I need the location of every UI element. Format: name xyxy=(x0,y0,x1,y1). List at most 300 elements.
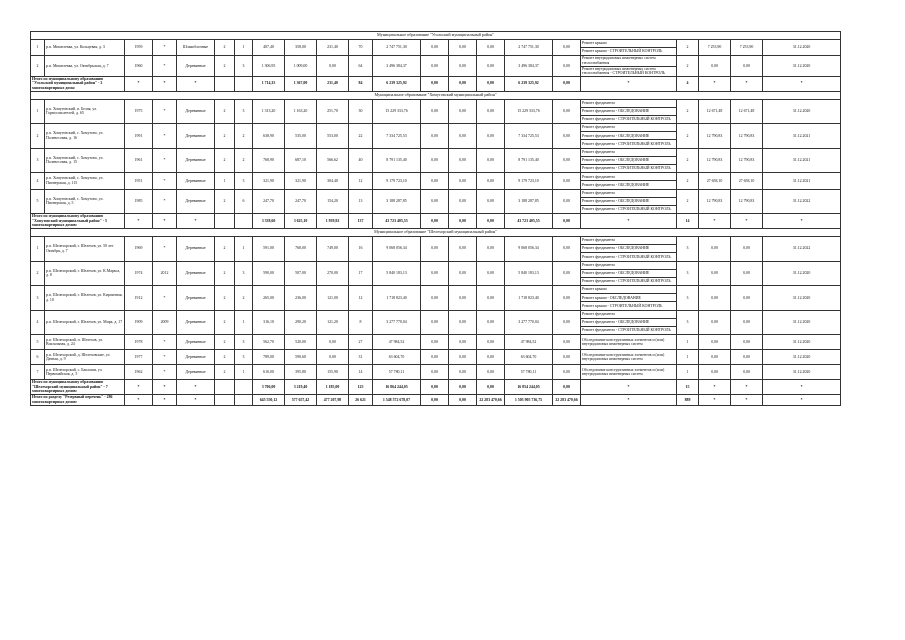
owned-area-cell: 749,00 xyxy=(317,236,349,261)
fund-cell: 0,00 xyxy=(421,148,449,173)
repair-work-cell: Ремонт фундамента - СТРОИТЕЛЬНЫЙ КОНТРОЛЬ xyxy=(581,115,677,123)
residents-cell: 13 xyxy=(349,189,373,214)
floors-cell: 2 xyxy=(215,99,235,124)
repair-work-cell: Ремонт фундамента - СТРОИТЕЛЬНЫЙ КОНТРОЛЬ xyxy=(581,140,677,148)
build-year-cell: 1977 xyxy=(125,350,153,365)
repair-work-cell: Обследование конструктивных элементов и (или) внутридомовых инженерных систем xyxy=(581,350,677,365)
total-cost-cell: 8 791 135,40 xyxy=(373,148,421,173)
special-account-cell: 0,00 xyxy=(553,148,581,173)
reconstruction-year-cell: * xyxy=(153,350,177,365)
unit-cost-cell: 0,00 xyxy=(699,56,731,76)
total-placeholder-cell: * xyxy=(177,380,215,395)
unit-cost-cell: 12 790,83 xyxy=(699,189,731,214)
wall-material-cell: Деревянные xyxy=(177,365,215,380)
special-account-cell: 0,00 xyxy=(553,365,581,380)
owners-funds-cell: 8 791 135,40 xyxy=(505,148,553,173)
total-placeholder-cell: * xyxy=(153,214,177,229)
entrances-cell: 2 xyxy=(235,286,253,311)
repair-work-cell: Обследование конструктивных элементов и (или) внутридомовых инженерных систем xyxy=(581,335,677,350)
repair-work-cell: Ремонт фундамента - ОБСЛЕДОВАНИЕ xyxy=(581,107,677,115)
repair-work-cell: Ремонт фундамента xyxy=(581,99,677,107)
special-account-cell: 0,00 xyxy=(553,335,581,350)
owned-area-cell: 0,00 xyxy=(317,350,349,365)
repair-work-cell: Ремонт фундамента - СТРОИТЕЛЬНЫЙ КОНТРОЛЬ xyxy=(581,205,677,213)
total-cost-cell: 3 188 287,85 xyxy=(373,189,421,214)
building-row xyxy=(31,335,841,350)
build-year-cell: 1978 xyxy=(125,335,153,350)
total-empty-cell xyxy=(235,394,253,405)
wall-material-cell: Деревянные xyxy=(177,173,215,189)
build-year-cell: 1909 xyxy=(125,310,153,335)
total-owners-cell: 43 723 405,55 xyxy=(505,214,553,229)
total-cost-total-cell: 6 239 325,92 xyxy=(373,76,421,91)
regional-budget-cell: 0,00 xyxy=(449,261,477,286)
special-account-cell: 0,00 xyxy=(553,261,581,286)
residential-area-cell: 395,80 xyxy=(285,365,317,380)
row-number-cell: 5 xyxy=(31,189,45,214)
deadline-cell: 31.12.2020 xyxy=(763,310,841,335)
municipality-title-cell: Муниципальное образование "Хомутовский муниципальный район" xyxy=(31,91,841,99)
entrances-cell: 3 xyxy=(235,350,253,365)
total-placeholder-cell: * xyxy=(153,394,177,405)
owned-area-cell: 0,00 xyxy=(317,335,349,350)
total-u-cell: * xyxy=(699,214,731,229)
building-row xyxy=(31,286,841,294)
total-m-cell: * xyxy=(731,214,763,229)
fund-cell: 0,00 xyxy=(421,40,449,56)
max-unit-cost-cell: 0,00 xyxy=(731,350,763,365)
wall-material-cell: Деревянные xyxy=(177,335,215,350)
repair-work-cell: Ремонт фундамента - СТРОИТЕЛЬНЫЙ КОНТРОЛЬ xyxy=(581,327,677,335)
repair-work-cell: Ремонт фундамента - ОБСЛЕДОВАНИЕ xyxy=(581,181,677,189)
build-year-cell: 1912 xyxy=(125,286,153,311)
total-area-cell: 1 714,35 xyxy=(253,76,285,91)
total-local-cell: 0,00 xyxy=(477,380,505,395)
total-spec-cell: 0,00 xyxy=(553,214,581,229)
build-year-cell: 1975 xyxy=(125,99,153,124)
deadline-cell: 31.12.2022 xyxy=(763,236,841,261)
building-row xyxy=(31,261,841,269)
wall-material-cell: Деревянные xyxy=(177,261,215,286)
total-area-cell: 789,00 xyxy=(253,350,285,365)
total-cost-cell: 9 068 056,34 xyxy=(373,236,421,261)
residents-cell: 40 xyxy=(349,148,373,173)
total-owners-cell: 1 503 905 736,75 xyxy=(505,394,553,405)
reconstruction-year-cell: * xyxy=(153,99,177,124)
repair-work-cell: Ремонт фундамента xyxy=(581,148,677,156)
build-year-cell: 1969 xyxy=(125,236,153,261)
local-budget-cell: 0,00 xyxy=(477,310,505,335)
total-cost-cell: 57 780,11 xyxy=(373,365,421,380)
work-kind-count-cell: 2 xyxy=(677,124,699,149)
total-cost-cell: 1 718 823,40 xyxy=(373,286,421,311)
reconstruction-year-cell: * xyxy=(153,335,177,350)
build-year-cell: 1974 xyxy=(125,261,153,286)
row-number-cell: 5 xyxy=(31,335,45,350)
entrances-cell: 3 xyxy=(235,261,253,286)
row-number-cell: 6 xyxy=(31,350,45,365)
residents-cell: 8 xyxy=(349,310,373,335)
residents-cell: 70 xyxy=(349,40,373,56)
residents-cell: 30 xyxy=(349,99,373,124)
total-u-cell: * xyxy=(699,76,731,91)
total-area-cell: 1 306,95 xyxy=(253,56,285,76)
floors-cell: 2 xyxy=(215,189,235,214)
total-fund-cell: 0,00 xyxy=(421,76,449,91)
building-row xyxy=(31,56,841,66)
row-number-cell: 4 xyxy=(31,310,45,335)
work-kind-count-cell: 2 xyxy=(677,99,699,124)
work-kind-count-cell: 3 xyxy=(677,236,699,261)
regional-budget-cell: 0,00 xyxy=(449,350,477,365)
wall-material-cell: Деревянные xyxy=(177,189,215,214)
fund-cell: 0,00 xyxy=(421,99,449,124)
total-u-cell: * xyxy=(699,394,731,405)
deadline-cell: 31.12.2020 xyxy=(763,350,841,365)
row-number-cell: 4 xyxy=(31,173,45,189)
total-d-cell: * xyxy=(763,76,841,91)
total-cost-total-cell: 1 548 572 678,07 xyxy=(373,394,421,405)
floors-cell: 2 xyxy=(215,56,235,76)
repair-work-cell: Ремонт крыши xyxy=(581,286,677,294)
address-cell: р.п. Хомутовский, с. Хомутово, ул. Полевосовая, д. 15 xyxy=(45,148,125,173)
total-works-cell: * xyxy=(581,394,677,405)
repair-work-cell: Ремонт фундамента - ОБСЛЕДОВАНИЕ xyxy=(581,269,677,277)
owned-area-cell: 0,00 xyxy=(317,56,349,76)
repair-work-cell: Ремонт внутридомовых инженерных систем теплоснабжения - СТРОИТЕЛЬНЫЙ КОНТРОЛЬ xyxy=(581,66,677,76)
work-kind-count-cell: 2 xyxy=(677,189,699,214)
building-row xyxy=(31,124,841,132)
entrances-cell: 3 xyxy=(235,99,253,124)
owners-funds-cell: 5 840 183,13 xyxy=(505,261,553,286)
work-kind-count-cell: 3 xyxy=(677,261,699,286)
total-kind-cell: 14 xyxy=(677,214,699,229)
total-spec-cell: 0,00 xyxy=(553,76,581,91)
residential-area-cell: 358,00 xyxy=(285,40,317,56)
address-cell: р.п. Шелехорский, г. Шелехов, ул. Кирпичная, д. 10 xyxy=(45,286,125,311)
fund-cell: 0,00 xyxy=(421,286,449,311)
deadline-cell: 31.12.2020 xyxy=(763,40,841,56)
total-local-cell: 0,00 xyxy=(477,214,505,229)
owners-funds-cell: 15 229 333,76 xyxy=(505,99,553,124)
work-kind-count-cell: 3 xyxy=(677,310,699,335)
deadline-cell: 31.12.2020 xyxy=(763,335,841,350)
total-area-cell: 645 550,12 xyxy=(253,394,285,405)
address-cell: р.п. Хомутовский, с. Хомутово, ул. Пионерская, д. 5 xyxy=(45,189,125,214)
floors-cell: 2 xyxy=(215,335,235,350)
residential-area-cell: 247,70 xyxy=(285,189,317,214)
regional-budget-cell: 0,00 xyxy=(449,365,477,380)
floors-cell: 2 xyxy=(215,261,235,286)
floors-cell: 2 xyxy=(215,236,235,261)
repair-work-cell: Ремонт фундамента - ОБСЛЕДОВАНИЕ xyxy=(581,318,677,326)
total-placeholder-cell: * xyxy=(153,76,177,91)
reconstruction-year-cell: * xyxy=(153,173,177,189)
total-empty-cell xyxy=(235,214,253,229)
total-cost-total-cell: 43 723 405,55 xyxy=(373,214,421,229)
total-area-cell: 247,70 xyxy=(253,189,285,214)
fund-cell: 0,00 xyxy=(421,310,449,335)
unit-cost-cell: 12 790,83 xyxy=(699,124,731,149)
build-year-cell: 1991 xyxy=(125,124,153,149)
residents-cell: 14 xyxy=(349,365,373,380)
unit-cost-cell: 0,00 xyxy=(699,310,731,335)
max-unit-cost-cell: 12 790,83 xyxy=(731,124,763,149)
total-cost-cell: 47 984,52 xyxy=(373,335,421,350)
entrances-cell: 3 xyxy=(235,335,253,350)
total-cost-cell: 3 496 384,37 xyxy=(373,56,421,76)
total-area-cell: 590,00 xyxy=(253,261,285,286)
total-cost-cell: 5 840 183,13 xyxy=(373,261,421,286)
residential-area-cell: 535,00 xyxy=(285,124,317,149)
total-empty-cell xyxy=(215,394,235,405)
deadline-cell: 31.12.2020 xyxy=(763,286,841,311)
fund-cell: 0,00 xyxy=(421,56,449,76)
fund-cell: 0,00 xyxy=(421,261,449,286)
reconstruction-year-cell: * xyxy=(153,124,177,149)
floors-cell: 2 xyxy=(215,350,235,365)
total-d-cell: * xyxy=(763,380,841,395)
owned-area-cell: 251,70 xyxy=(317,99,349,124)
work-kind-count-cell: 2 xyxy=(677,173,699,189)
work-kind-count-cell: 1 xyxy=(677,350,699,365)
building-row xyxy=(31,173,841,181)
special-account-cell: 0,00 xyxy=(553,124,581,149)
repair-work-cell: Ремонт фундамента xyxy=(581,236,677,244)
max-unit-cost-cell: 7 253,90 xyxy=(731,40,763,56)
row-number-cell: 1 xyxy=(31,236,45,261)
municipality-title-cell: Муниципальное образование "Усольский муниципальный район" xyxy=(31,32,841,40)
total-area-cell: 562,70 xyxy=(253,335,285,350)
local-budget-cell: 0,00 xyxy=(477,236,505,261)
max-unit-cost-cell: 0,00 xyxy=(731,56,763,76)
owned-area-cell: 566,62 xyxy=(317,148,349,173)
repair-work-cell: Ремонт крыши - ОБСЛЕДОВАНИЕ xyxy=(581,294,677,302)
total-placeholder-cell: * xyxy=(177,76,215,91)
municipality-header-row xyxy=(31,228,841,236)
owners-funds-cell: 57 780,11 xyxy=(505,365,553,380)
total-area-own-cell: 477 207,98 xyxy=(317,394,349,405)
total-owners-cell: 6 239 325,92 xyxy=(505,76,553,91)
total-cost-cell: 2 747 751,30 xyxy=(373,40,421,56)
repair-work-cell: Ремонт фундамента - СТРОИТЕЛЬНЫЙ КОНТРОЛЬ xyxy=(581,253,677,261)
special-account-cell: 0,00 xyxy=(553,310,581,335)
owned-area-cell: 231,40 xyxy=(317,40,349,56)
building-row xyxy=(31,365,841,380)
regional-budget-cell: 0,00 xyxy=(449,335,477,350)
repair-work-cell: Ремонт крыши - СТРОИТЕЛЬНЫЙ КОНТРОЛЬ xyxy=(581,48,677,56)
total-fund-cell: 0,00 xyxy=(421,394,449,405)
total-label-cell: Итого по муниципальному образованию "Шелехорский муниципальный район" - 7 многоквартирных домов: xyxy=(31,380,125,395)
deadline-cell: 31.12.2020 xyxy=(763,99,841,124)
row-number-cell: 7 xyxy=(31,365,45,380)
max-unit-cost-cell: 0,00 xyxy=(731,310,763,335)
row-number-cell: 2 xyxy=(31,56,45,76)
address-cell: р.п. Мишелевка, ул. Кольцевая, д. 3 xyxy=(45,40,125,56)
total-people-cell: 84 xyxy=(349,76,373,91)
local-budget-cell: 0,00 xyxy=(477,148,505,173)
total-works-cell: * xyxy=(581,76,677,91)
total-area-cell: 3 706,00 xyxy=(253,380,285,395)
total-area-cell: 1 313,20 xyxy=(253,99,285,124)
address-cell: р.п. Мишелевка, ул. Октябрьская, д. 7 xyxy=(45,56,125,76)
build-year-cell: 1960 xyxy=(125,56,153,76)
residential-area-cell: 1 163,20 xyxy=(285,99,317,124)
entrances-cell: 1 xyxy=(235,310,253,335)
owned-area-cell: 121,20 xyxy=(317,310,349,335)
entrances-cell: 1 xyxy=(235,236,253,261)
residential-area-cell: 590,60 xyxy=(285,350,317,365)
address-cell: р.п. Хомутовский, с. Хомутово, ул. Полевосовая, д. 16 xyxy=(45,124,125,149)
special-account-cell: 0,00 xyxy=(553,236,581,261)
reconstruction-year-cell: * xyxy=(153,236,177,261)
owned-area-cell: 121,00 xyxy=(317,286,349,311)
fund-cell: 0,00 xyxy=(421,365,449,380)
total-placeholder-cell: * xyxy=(125,76,153,91)
total-placeholder-cell: * xyxy=(177,394,215,405)
floors-cell: 2 xyxy=(215,148,235,173)
wall-material-cell: Шлакоблочные xyxy=(177,40,215,56)
residential-area-cell: 236,00 xyxy=(285,286,317,311)
floors-cell: 2 xyxy=(215,365,235,380)
work-kind-count-cell: 2 xyxy=(677,148,699,173)
local-budget-cell: 0,00 xyxy=(477,40,505,56)
local-budget-cell: 0,00 xyxy=(477,261,505,286)
repair-work-cell: Ремонт крыши - СТРОИТЕЛЬНЫЙ КОНТРОЛЬ xyxy=(581,302,677,310)
repair-work-cell: Обследование конструктивных элементов и (или) внутридомовых инженерных систем xyxy=(581,365,677,380)
total-area-cell: 3 338,60 xyxy=(253,214,285,229)
total-cost-cell: 15 229 333,76 xyxy=(373,99,421,124)
address-cell: р.п. Хомутовский, п. Белая, ул. Горноспасателей, д. 65 xyxy=(45,99,125,124)
address-cell: р.п. Хомутовский, с. Хомутово, ул. Пионерская, д. 115 xyxy=(45,173,125,189)
total-kind-cell: 889 xyxy=(677,394,699,405)
residents-cell: 16 xyxy=(349,236,373,261)
building-row xyxy=(31,236,841,244)
residential-area-cell: 290,20 xyxy=(285,310,317,335)
special-account-cell: 0,00 xyxy=(553,99,581,124)
building-row xyxy=(31,310,841,318)
municipality-title-cell: Муниципальное образование "Шелехорский муниципальный район" xyxy=(31,228,841,236)
repair-work-cell: Ремонт фундамента xyxy=(581,124,677,132)
owners-funds-cell: 47 984,52 xyxy=(505,335,553,350)
unit-cost-cell: 0,00 xyxy=(699,350,731,365)
repair-work-cell: Ремонт фундамента - СТРОИТЕЛЬНЫЙ КОНТРОЛЬ xyxy=(581,277,677,285)
total-people-cell: 26 621 xyxy=(349,394,373,405)
total-d-cell: * xyxy=(763,214,841,229)
local-budget-cell: 0,00 xyxy=(477,56,505,76)
residents-cell: 22 xyxy=(349,124,373,149)
max-unit-cost-cell: 12 790,83 xyxy=(731,189,763,214)
wall-material-cell: Деревянные xyxy=(177,56,215,76)
total-label-cell: Итого по муниципальному образованию "Хомутовский муниципальный район" - 5 многоквартирных домов: xyxy=(31,214,125,229)
entrances-cell: 3 xyxy=(235,173,253,189)
special-account-cell: 0,00 xyxy=(553,350,581,365)
fund-cell: 0,00 xyxy=(421,189,449,214)
work-kind-count-cell: 3 xyxy=(677,286,699,311)
total-area-cell: 610,00 xyxy=(253,365,285,380)
total-m-cell: * xyxy=(731,380,763,395)
total-spec-cell: 22 283 470,66 xyxy=(553,394,581,405)
total-area-own-cell: 1 939,92 xyxy=(317,214,349,229)
local-budget-cell: 0,00 xyxy=(477,350,505,365)
deadline-cell: 31.12.2021 xyxy=(763,148,841,173)
deadline-cell: 31.12.2021 xyxy=(763,124,841,149)
residential-area-cell: 768,00 xyxy=(285,236,317,261)
local-budget-cell: 0,00 xyxy=(477,365,505,380)
total-local-cell: 22 283 470,66 xyxy=(477,394,505,405)
row-number-cell: 3 xyxy=(31,286,45,311)
total-local-cell: 0,00 xyxy=(477,76,505,91)
repair-program-table xyxy=(30,31,841,406)
unit-cost-cell: 12 671,48 xyxy=(699,99,731,124)
unit-cost-cell: 0,00 xyxy=(699,236,731,261)
special-account-cell: 0,00 xyxy=(553,173,581,189)
floors-cell: 2 xyxy=(215,40,235,56)
entrances-cell: 1 xyxy=(235,365,253,380)
build-year-cell: 1961 xyxy=(125,148,153,173)
unit-cost-cell: 0,00 xyxy=(699,261,731,286)
municipality-header-row xyxy=(31,91,841,99)
total-budget-cell: 0,00 xyxy=(449,394,477,405)
residential-area-cell: 1 009,00 xyxy=(285,56,317,76)
regional-budget-cell: 0,00 xyxy=(449,40,477,56)
residents-cell: 12 xyxy=(349,173,373,189)
total-area-own-cell: 231,40 xyxy=(317,76,349,91)
build-year-cell: 1962 xyxy=(125,365,153,380)
max-unit-cost-cell: 27 658,10 xyxy=(731,173,763,189)
entrances-cell: 2 xyxy=(235,124,253,149)
unit-cost-cell: 0,00 xyxy=(699,335,731,350)
total-people-cell: 137 xyxy=(349,214,373,229)
unit-cost-cell: 0,00 xyxy=(699,286,731,311)
max-unit-cost-cell: 12 790,83 xyxy=(731,148,763,173)
regional-budget-cell: 0,00 xyxy=(449,189,477,214)
total-area-res-cell: 3 625,10 xyxy=(285,214,317,229)
wall-material-cell: Деревянные xyxy=(177,148,215,173)
wall-material-cell: Деревянные xyxy=(177,286,215,311)
deadline-cell: 31.12.2020 xyxy=(763,365,841,380)
address-cell: р.п. Шелехорский, д. Шелеховские, ул. Дачная, д. 9 xyxy=(45,350,125,365)
repair-work-cell: Ремонт фундамента xyxy=(581,310,677,318)
owned-area-cell: 304,40 xyxy=(317,173,349,189)
owned-area-cell: 155,90 xyxy=(317,365,349,380)
row-number-cell: 1 xyxy=(31,99,45,124)
work-kind-count-cell: 1 xyxy=(677,365,699,380)
row-number-cell: 3 xyxy=(31,148,45,173)
address-cell: р.п. Шелехорский, с. Баклаши, ул. Первомайская, д. 5 xyxy=(45,365,125,380)
deadline-cell: 31.12.2020 xyxy=(763,56,841,76)
residential-area-cell: 507,00 xyxy=(285,261,317,286)
total-row xyxy=(31,76,841,91)
total-m-cell: * xyxy=(731,76,763,91)
regional-budget-cell: 0,00 xyxy=(449,173,477,189)
local-budget-cell: 0,00 xyxy=(477,124,505,149)
total-label-cell: Итого по муниципальному образованию "Усольский муниципальный район" - 2 многоквартирных дома: xyxy=(31,76,125,91)
fund-cell: 0,00 xyxy=(421,173,449,189)
deadline-cell: 31.12.2022 xyxy=(763,189,841,214)
max-unit-cost-cell: 0,00 xyxy=(731,335,763,350)
max-unit-cost-cell: 0,00 xyxy=(731,365,763,380)
total-owners-cell: 16 854 244,05 xyxy=(505,380,553,395)
total-budget-cell: 0,00 xyxy=(449,214,477,229)
row-number-cell: 2 xyxy=(31,261,45,286)
residents-cell: 64 xyxy=(349,56,373,76)
total-fund-cell: 0,00 xyxy=(421,380,449,395)
wall-material-cell: Деревянные xyxy=(177,99,215,124)
owned-area-cell: 154,20 xyxy=(317,189,349,214)
reconstruction-year-cell: 2012 xyxy=(153,261,177,286)
total-placeholder-cell: * xyxy=(125,394,153,405)
